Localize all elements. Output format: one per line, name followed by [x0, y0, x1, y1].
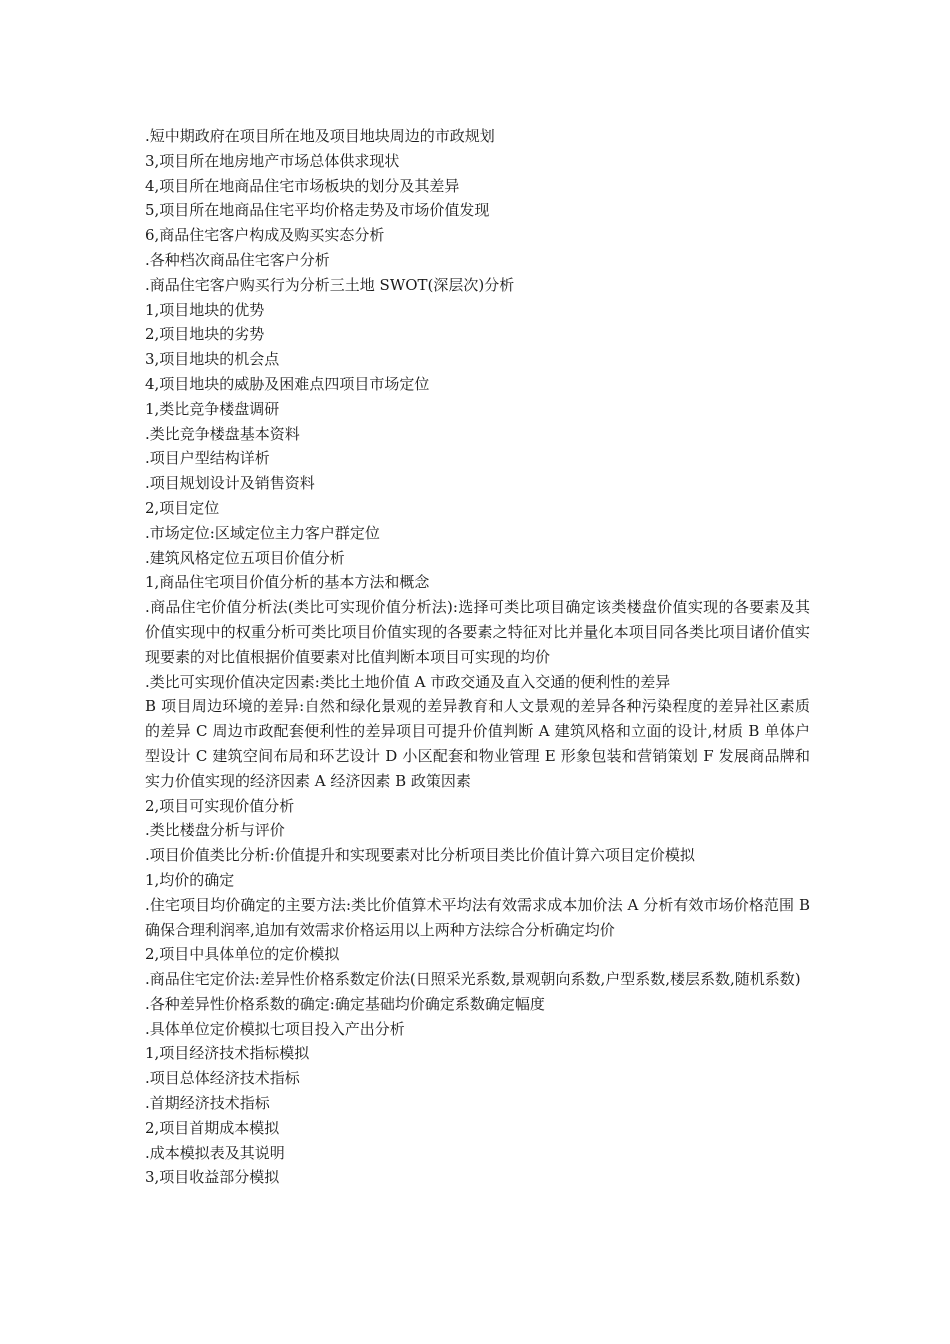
text-line: 2,项目中具体单位的定价模拟 — [145, 945, 340, 964]
text-line: 1,类比竞争楼盘调研 — [145, 399, 280, 418]
text-line: 2,项目地块的劣势 — [145, 325, 265, 344]
text-line: 2,项目可实现价值分析 — [145, 796, 295, 815]
text-line: .项目总体经济技术指标 — [145, 1069, 300, 1088]
text-line: 3,项目地块的机会点 — [145, 350, 280, 369]
text-line: 1,项目经济技术指标模拟 — [145, 1044, 310, 1063]
text-line: .项目规划设计及销售资料 — [145, 474, 315, 493]
text-line: .建筑风格定位五项目价值分析 — [145, 548, 345, 567]
text-line: .类比竞争楼盘基本资料 — [145, 424, 300, 443]
text-line: .具体单位定价模拟七项目投入产出分析 — [145, 1019, 405, 1038]
text-line: .成本模拟表及其说明 — [145, 1143, 285, 1162]
text-line: 4,项目所在地商品住宅市场板块的划分及其差异 — [145, 176, 460, 195]
text-line: 1,商品住宅项目价值分析的基本方法和概念 — [145, 573, 430, 592]
document-body — [145, 124, 810, 1190]
text-paragraph: .住宅项目均价确定的主要方法:类比价值算术平均法有效需求成本加价法 A 分析有效市场价格范围 B 确保合理利润率,追加有效需求价格运用以上两种方法综合分析确定均价 — [145, 895, 810, 939]
text-line: .商品住宅客户购买行为分析三土地 SWOT(深层次)分析 — [145, 275, 515, 294]
text-line: .各种档次商品住宅客户分析 — [145, 250, 330, 269]
text-line: 1,项目地块的优势 — [145, 300, 265, 319]
text-line: 2,项目首期成本模拟 — [145, 1118, 280, 1137]
text-line: 4,项目地块的威胁及困难点四项目市场定位 — [145, 374, 430, 393]
text-line: 6,商品住宅客户构成及购买实态分析 — [145, 226, 385, 245]
text-line: 3,项目所在地房地产市场总体供求现状 — [145, 151, 400, 170]
text-paragraph: .商品住宅定价法:差异性价格系数定价法(日照采光系数,景观朝向系数,户型系数,楼层系数,随机系数) — [145, 970, 801, 989]
text-line: .类比可实现价值决定因素:类比土地价值 A 市政交通及直入交通的便利性的差异 — [145, 672, 671, 691]
text-line: 2,项目定位 — [145, 498, 220, 517]
text-line: .短中期政府在项目所在地及项目地块周边的市政规划 — [145, 127, 495, 145]
text-line: .项目价值类比分析:价值提升和实现要素对比分析项目类比价值计算六项目定价模拟 — [145, 846, 695, 865]
text-line: .各种差异性价格系数的确定:确定基础均价确定系数确定幅度 — [145, 994, 545, 1013]
text-paragraph: .商品住宅价值分析法(类比可实现价值分析法):选择可类比项目确定该类楼盘价值实现的各要素及其价值实现中的权重分析可类比项目价值实现的各要素之特征对比并量化本项目同各类比项目诸价值实现要素的对比值根据价值要素对比值判断本项目可实现的均价 — [145, 598, 810, 666]
text-line: 3,项目收益部分模拟 — [145, 1168, 280, 1187]
text-line: 1,均价的确定 — [145, 870, 235, 889]
text-line: .市场定位:区域定位主力客户群定位 — [145, 523, 380, 542]
text-line: .类比楼盘分析与评价 — [145, 821, 285, 840]
text-line: .项目户型结构详析 — [145, 449, 270, 468]
text-paragraph: B 项目周边环境的差异:自然和绿化景观的差异教育和人文景观的差异各种污染程度的差异社区素质的差异 C 周边市政配套便利性的差异项目可提升价值判断 A 建筑风格和立面的设计,材质 B 单体户型设计 C 建筑空间布局和环艺设计 D 小区配套和物业管理 E 形象包装和营销策划 F 发展商品牌和实力价值实现的经济因素 A 经济因素 B 政策因素 — [145, 697, 810, 790]
text-line: .首期经济技术指标 — [145, 1094, 270, 1113]
text-line: 5,项目所在地商品住宅平均价格走势及市场价值发现 — [145, 201, 490, 220]
